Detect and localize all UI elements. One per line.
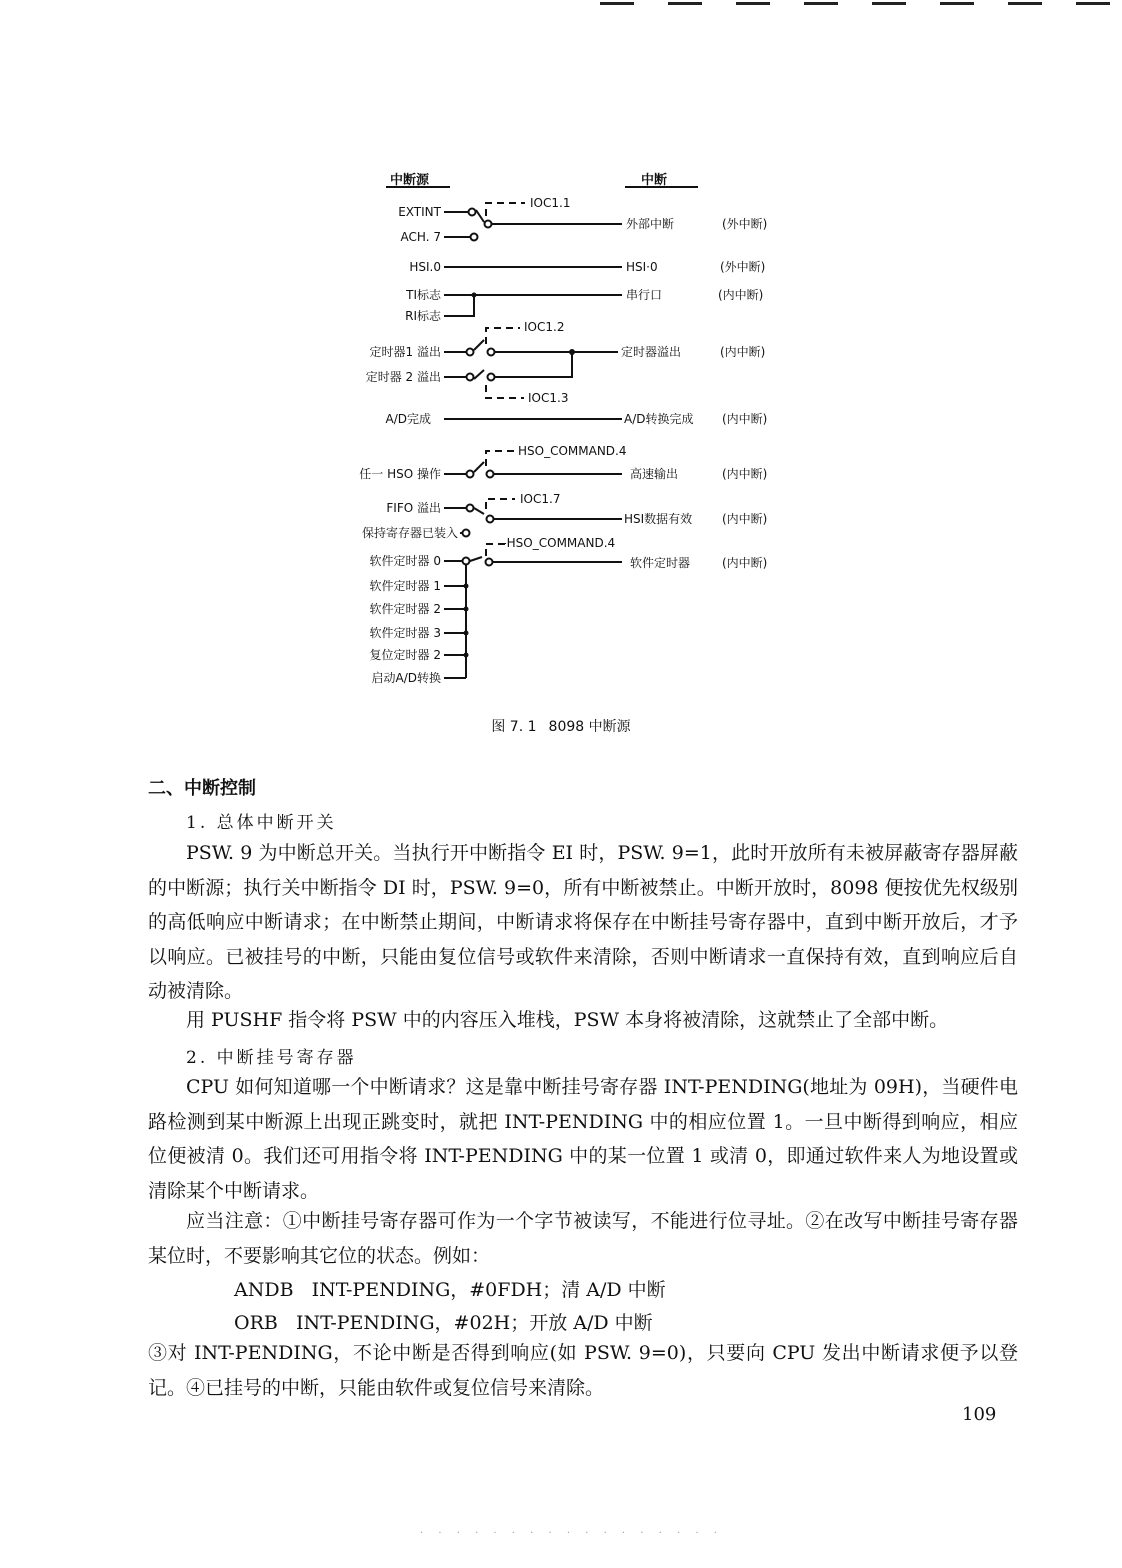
source-label: EXTINT [398, 205, 441, 219]
source-label: 软件定时器 0 [369, 554, 441, 568]
output-label: 串行口 [626, 288, 663, 302]
source-label: TI标志 [406, 288, 441, 302]
source-label: FIFO 溢出 [386, 501, 441, 515]
source-label: RI标志 [405, 309, 441, 323]
section-title: 二、中断控制 [148, 778, 256, 799]
header-sources: 中断源 [390, 173, 430, 188]
output-label: HSI数据有效 [624, 512, 693, 526]
paragraph: 应当注意：①中断挂号寄存器可作为一个字节被读写，不能进行位寻址。②在改写中断挂号寄存器某位时，不要影响其它位的状态。例如： [148, 1210, 1018, 1267]
output-label: 软件定时器 [630, 556, 691, 570]
scan-noise: . . . . . . . . . . . . . . . . . [420, 1525, 723, 1536]
interrupt-type: (内中断) [722, 512, 768, 526]
ioc-label: IOC1.3 [528, 391, 569, 405]
paragraph: 用 PUSHF 指令将 PSW 中的内容压入堆栈，PSW 本身将被清除，这就禁止了全部中断。 [186, 1009, 949, 1031]
code-line: ORB INT-PENDING，#02H；开放 A/D 中断 [234, 1312, 653, 1334]
source-label: 任一 HSO 操作 [359, 467, 441, 481]
source-label: 软件定时器 1 [369, 579, 441, 593]
subsection-title: 2. 中断挂号寄存器 [186, 1048, 357, 1068]
ioc-label: IOC1.2 [524, 320, 565, 334]
source-label: 复位定时器 2 [369, 648, 441, 662]
figure-number: 图 7. 1 [491, 719, 537, 735]
source-label: 定时器 2 溢出 [365, 370, 441, 384]
interrupt-type: (内中断) [722, 412, 768, 426]
interrupt-type: (内中断) [722, 556, 768, 570]
source-label: 软件定时器 2 [369, 602, 441, 616]
ioc-label: IOC1.7 [520, 492, 561, 506]
interrupt-type: (内中断) [720, 345, 766, 359]
interrupt-type: (内中断) [718, 288, 764, 302]
interrupt-type: (外中断) [720, 260, 766, 274]
interrupt-source-diagram [0, 0, 1122, 760]
header-interrupts: 中断 [641, 173, 668, 188]
subsection-title: 1. 总体中断开关 [186, 813, 337, 833]
figure-title: 8098 中断源 [548, 719, 631, 735]
ioc-label: HSO_COMMAND.4 [518, 444, 627, 458]
output-label: HSI·0 [626, 260, 658, 274]
source-label: A/D完成 [385, 412, 431, 426]
source-label: 定时器1 溢出 [369, 345, 441, 359]
interrupt-type: (内中断) [722, 467, 768, 481]
output-label: 定时器溢出 [621, 345, 682, 359]
interrupt-type: (外中断) [722, 217, 768, 231]
ioc-label: IOC1.1 [530, 196, 571, 210]
page-number: 109 [962, 1404, 997, 1425]
paragraph: PSW. 9 为中断总开关。当执行开中断指令 EI 时，PSW. 9=1，此时开放所有未被屏蔽寄存器屏蔽的中断源；执行关中断指令 DI 时，PSW. 9=0，所有中断被禁止。中断开放时，8098 便按优先权级别的高低响应中断请求；在中断禁止期间，中断请求将保存在中断挂号寄存器中，直到中断开放后，才予以响应。已被挂号的中断，只能由复位信号或软件来清除，否则中断请求一直保持有效，直到响应后自动被清除。 [148, 842, 1018, 1002]
paragraph: CPU 如何知道哪一个中断请求？这是靠中断挂号寄存器 INT-PENDING(地址为 09H)，当硬件电路检测到某中断源上出现正跳变时，就把 INT-PENDING 中的相应位置 1。一旦中断得到响应，相应位便被清 0。我们还可用指令将 INT-PENDING 中的某一位置 1 或清 0，即通过软件来人为地设置或清除某个中断请求。 [148, 1076, 1018, 1202]
output-label: A/D转换完成 [624, 412, 694, 426]
output-label: 外部中断 [626, 217, 675, 231]
figure-caption [0, 716, 1122, 736]
ioc-label: --HSO_COMMAND.4 [498, 536, 616, 550]
output-label: 高速输出 [630, 467, 679, 481]
code-line: ANDB INT-PENDING，#0FDH；清 A/D 中断 [234, 1279, 666, 1301]
source-label: 保持寄存器已装入 [361, 526, 458, 540]
source-label: 软件定时器 3 [369, 626, 441, 640]
source-label: ACH. 7 [400, 230, 441, 244]
source-label: 启动A/D转换 [371, 671, 441, 685]
paragraph: ③对 INT-PENDING，不论中断是否得到响应(如 PSW. 9=0)，只要向 CPU 发出中断请求便予以登记。④已挂号的中断，只能由软件或复位信号来清除。 [148, 1342, 1018, 1399]
source-label: HSI.0 [409, 260, 441, 274]
